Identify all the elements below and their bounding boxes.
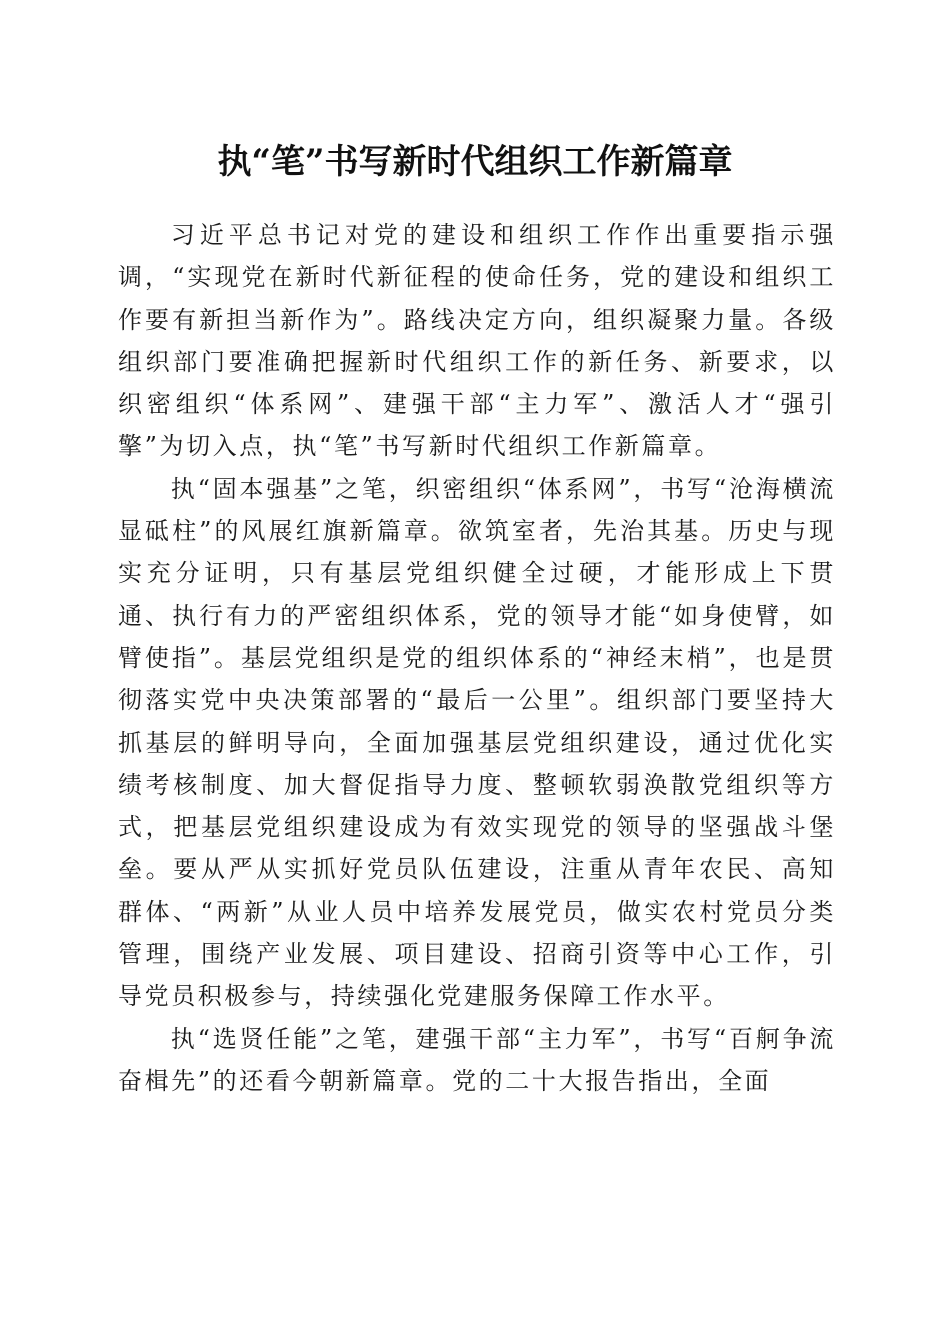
paragraph-intro: 习近平总书记对党的建设和组织工作作出重要指示强调，“实现党在新时代新征程的使命任务，党的建设和组织工作要有新担当新作为”。路线决定方向，组织凝聚力量。各级组织部门要准确把握新时代组织工作的新任务、新要求，以织密组织“体系网”、建强干部“主力军”、激活人才“强引擎”为切入点，执“笔”书写新时代组织工作新篇章。: [118, 221, 836, 461]
document-title: 执“笔”书写新时代组织工作新篇章: [217, 142, 733, 182]
paragraph-cadres: 执“选贤任能”之笔，建强干部“主力军”，书写“百舸争流奋楫先”的还看今朝新篇章。党的二十大报告指出，全面: [118, 1024, 836, 1095]
document-body: [118, 214, 836, 1102]
paragraph-foundation: 执“固本强基”之笔，织密组织“体系网”，书写“沧海横流显砥柱”的风展红旗新篇章。欲筑室者，先治其基。历史与现实充分证明，只有基层党组织健全过硬，才能形成上下贯通、执行有力的严密组织体系，党的领导才能“如身使臂，如臂使指”。基层党组织是党的组织体系的“神经末梢”，也是贯彻落实党中央决策部署的“最后一公里”。组织部门要坚持大抓基层的鲜明导向，全面加强基层党组织建设，通过优化实绩考核制度、加大督促指导力度、整顿软弱涣散党组织等方式，把基层党组织建设成为有效实现党的领导的坚强战斗堡垒。要从严从实抓好党员队伍建设，注重从青年农民、高知群体、“两新”从业人员中培养发展党员，做实农村党员分类管理，围绕产业发展、项目建设、招商引资等中心工作，引导党员积极参与，持续强化党建服务保障工作水平。: [118, 474, 836, 1011]
